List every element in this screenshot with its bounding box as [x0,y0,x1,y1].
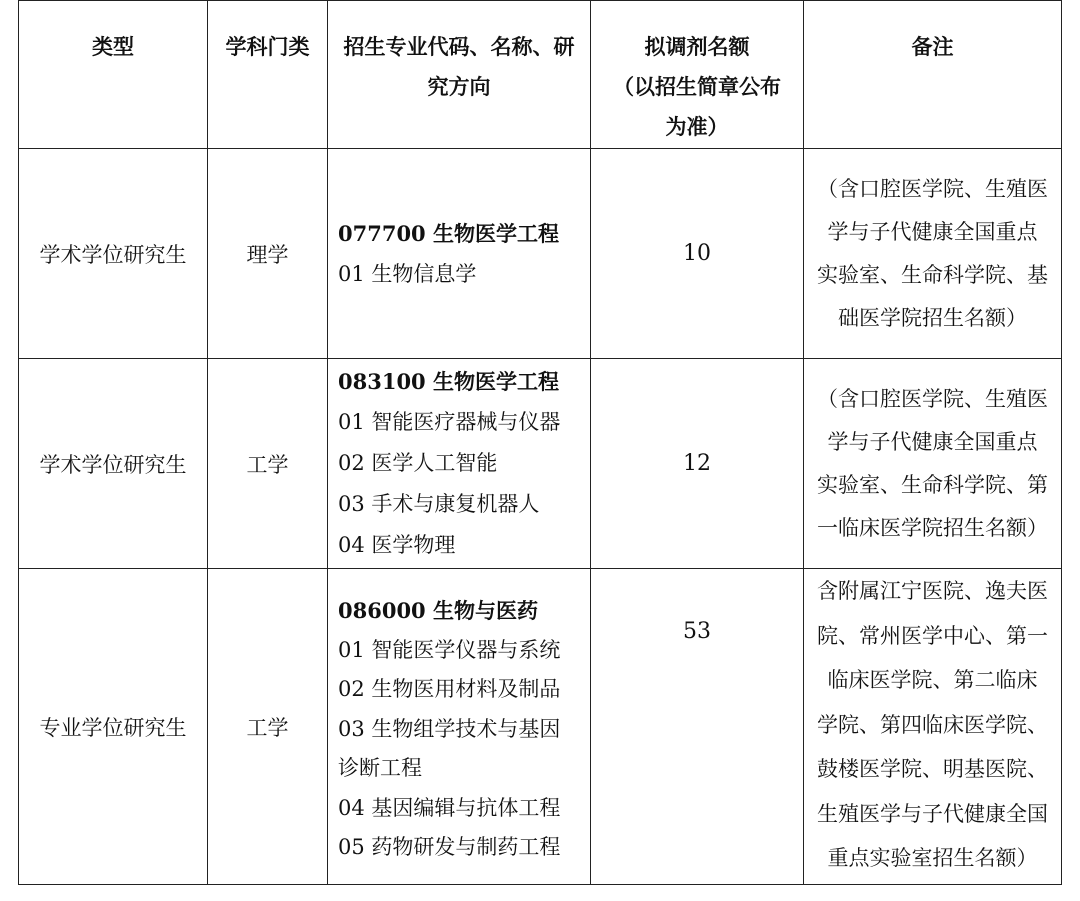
header-major-line-2: 究方向 [427,74,491,99]
row1-type-text: 学术学位研究生 [39,242,187,267]
row2-note-line-1: （含口腔医学院、生殖医 [817,386,1048,411]
row1-direction-1: 01 生物信息学 [338,261,477,286]
row3-quota [590,568,803,884]
row3-note-line-6: 生殖医学与子代健康全国 [817,801,1048,826]
row2-quota [590,358,803,568]
row3-note-line-3: 临床医学院、第二临床 [827,668,1038,692]
row3-direction-5: 05 药物研发与制药工程 [338,835,561,859]
row2-direction-4: 04 医学物理 [338,533,456,557]
row1-note-line-2: 学与子代健康全国重点 [827,219,1038,244]
row2-note-line-2: 学与子代健康全国重点 [827,429,1038,454]
header-note [803,0,1062,148]
header-quota-line-2: （以招生简章公布 [613,74,781,99]
row3-note-line-2: 院、常州医学中心、第一 [817,623,1048,648]
row2-quota-value: 12 [683,451,711,476]
row2-category [207,358,327,568]
row2-note-line-3: 实验室、生命科学院、第 [817,472,1048,497]
row1-quota-value: 10 [683,241,711,266]
header-category-text: 学科门类 [225,34,310,59]
row3-direction-3: 03 生物组学技术与基因 [338,716,561,741]
header-quota-line-1: 拟调剂名额 [644,34,750,59]
row1-quota [590,148,803,358]
row3-note [803,568,1062,884]
row1-type [18,148,207,358]
row1-category-text: 理学 [246,242,289,267]
row2-type-text: 学术学位研究生 [39,452,187,477]
row3-type-text: 专业学位研究生 [39,715,187,740]
row1-note-line-4: 础医学院招生名额） [838,305,1027,330]
row2-major-code: 083100 生物医学工程 [338,369,559,394]
row3-major-code: 086000 生物与医药 [338,598,538,623]
row3-note-line-5: 鼓楼医学院、明基医院、 [817,757,1048,781]
row2-note [803,358,1062,568]
header-type [18,0,207,148]
header-type-text: 类型 [92,34,134,59]
header-note-text: 备注 [911,34,954,59]
row3-category [207,568,327,884]
row3-type [18,568,207,884]
row1-major-code: 077700 生物医学工程 [338,220,559,246]
header-category [207,0,327,148]
row3-quota-value: 53 [683,619,711,644]
row1-category [207,148,327,358]
table-bottom-border [18,884,1062,885]
header-major-line-1: 招生专业代码、名称、研 [343,34,575,59]
row3-direction-3-cont: 诊断工程 [338,756,422,780]
row2-major [327,358,590,568]
header-quota-line-3: 为准） [665,114,729,139]
row2-note-line-4: 一临床医学院招生名额） [817,515,1048,540]
row3-direction-1: 01 智能医学仪器与系统 [338,637,561,662]
row1-note-line-3: 实验室、生命科学院、基 [817,262,1048,287]
row1-major [327,148,590,358]
header-major [327,0,590,148]
row3-direction-4: 04 基因编辑与抗体工程 [338,795,561,820]
row3-major [327,568,590,884]
header-quota [590,0,803,148]
row3-direction-2: 02 生物医用材料及制品 [338,677,561,701]
row2-type [18,358,207,568]
row3-note-line-7: 重点实验室招生名额） [827,846,1038,870]
row2-category-text: 工学 [246,452,289,477]
row1-note-line-1: （含口腔医学院、生殖医 [817,176,1048,201]
row3-note-line-4: 学院、第四临床医学院、 [817,712,1048,737]
row1-note [803,148,1062,358]
row3-note-line-1: 含附属江宁医院、逸夫医 [817,579,1048,603]
row2-direction-2: 02 医学人工智能 [338,451,498,475]
row2-direction-1: 01 智能医疗器械与仪器 [338,410,561,434]
row2-direction-3: 03 手术与康复机器人 [338,492,540,516]
row3-category-text: 工学 [246,715,289,740]
